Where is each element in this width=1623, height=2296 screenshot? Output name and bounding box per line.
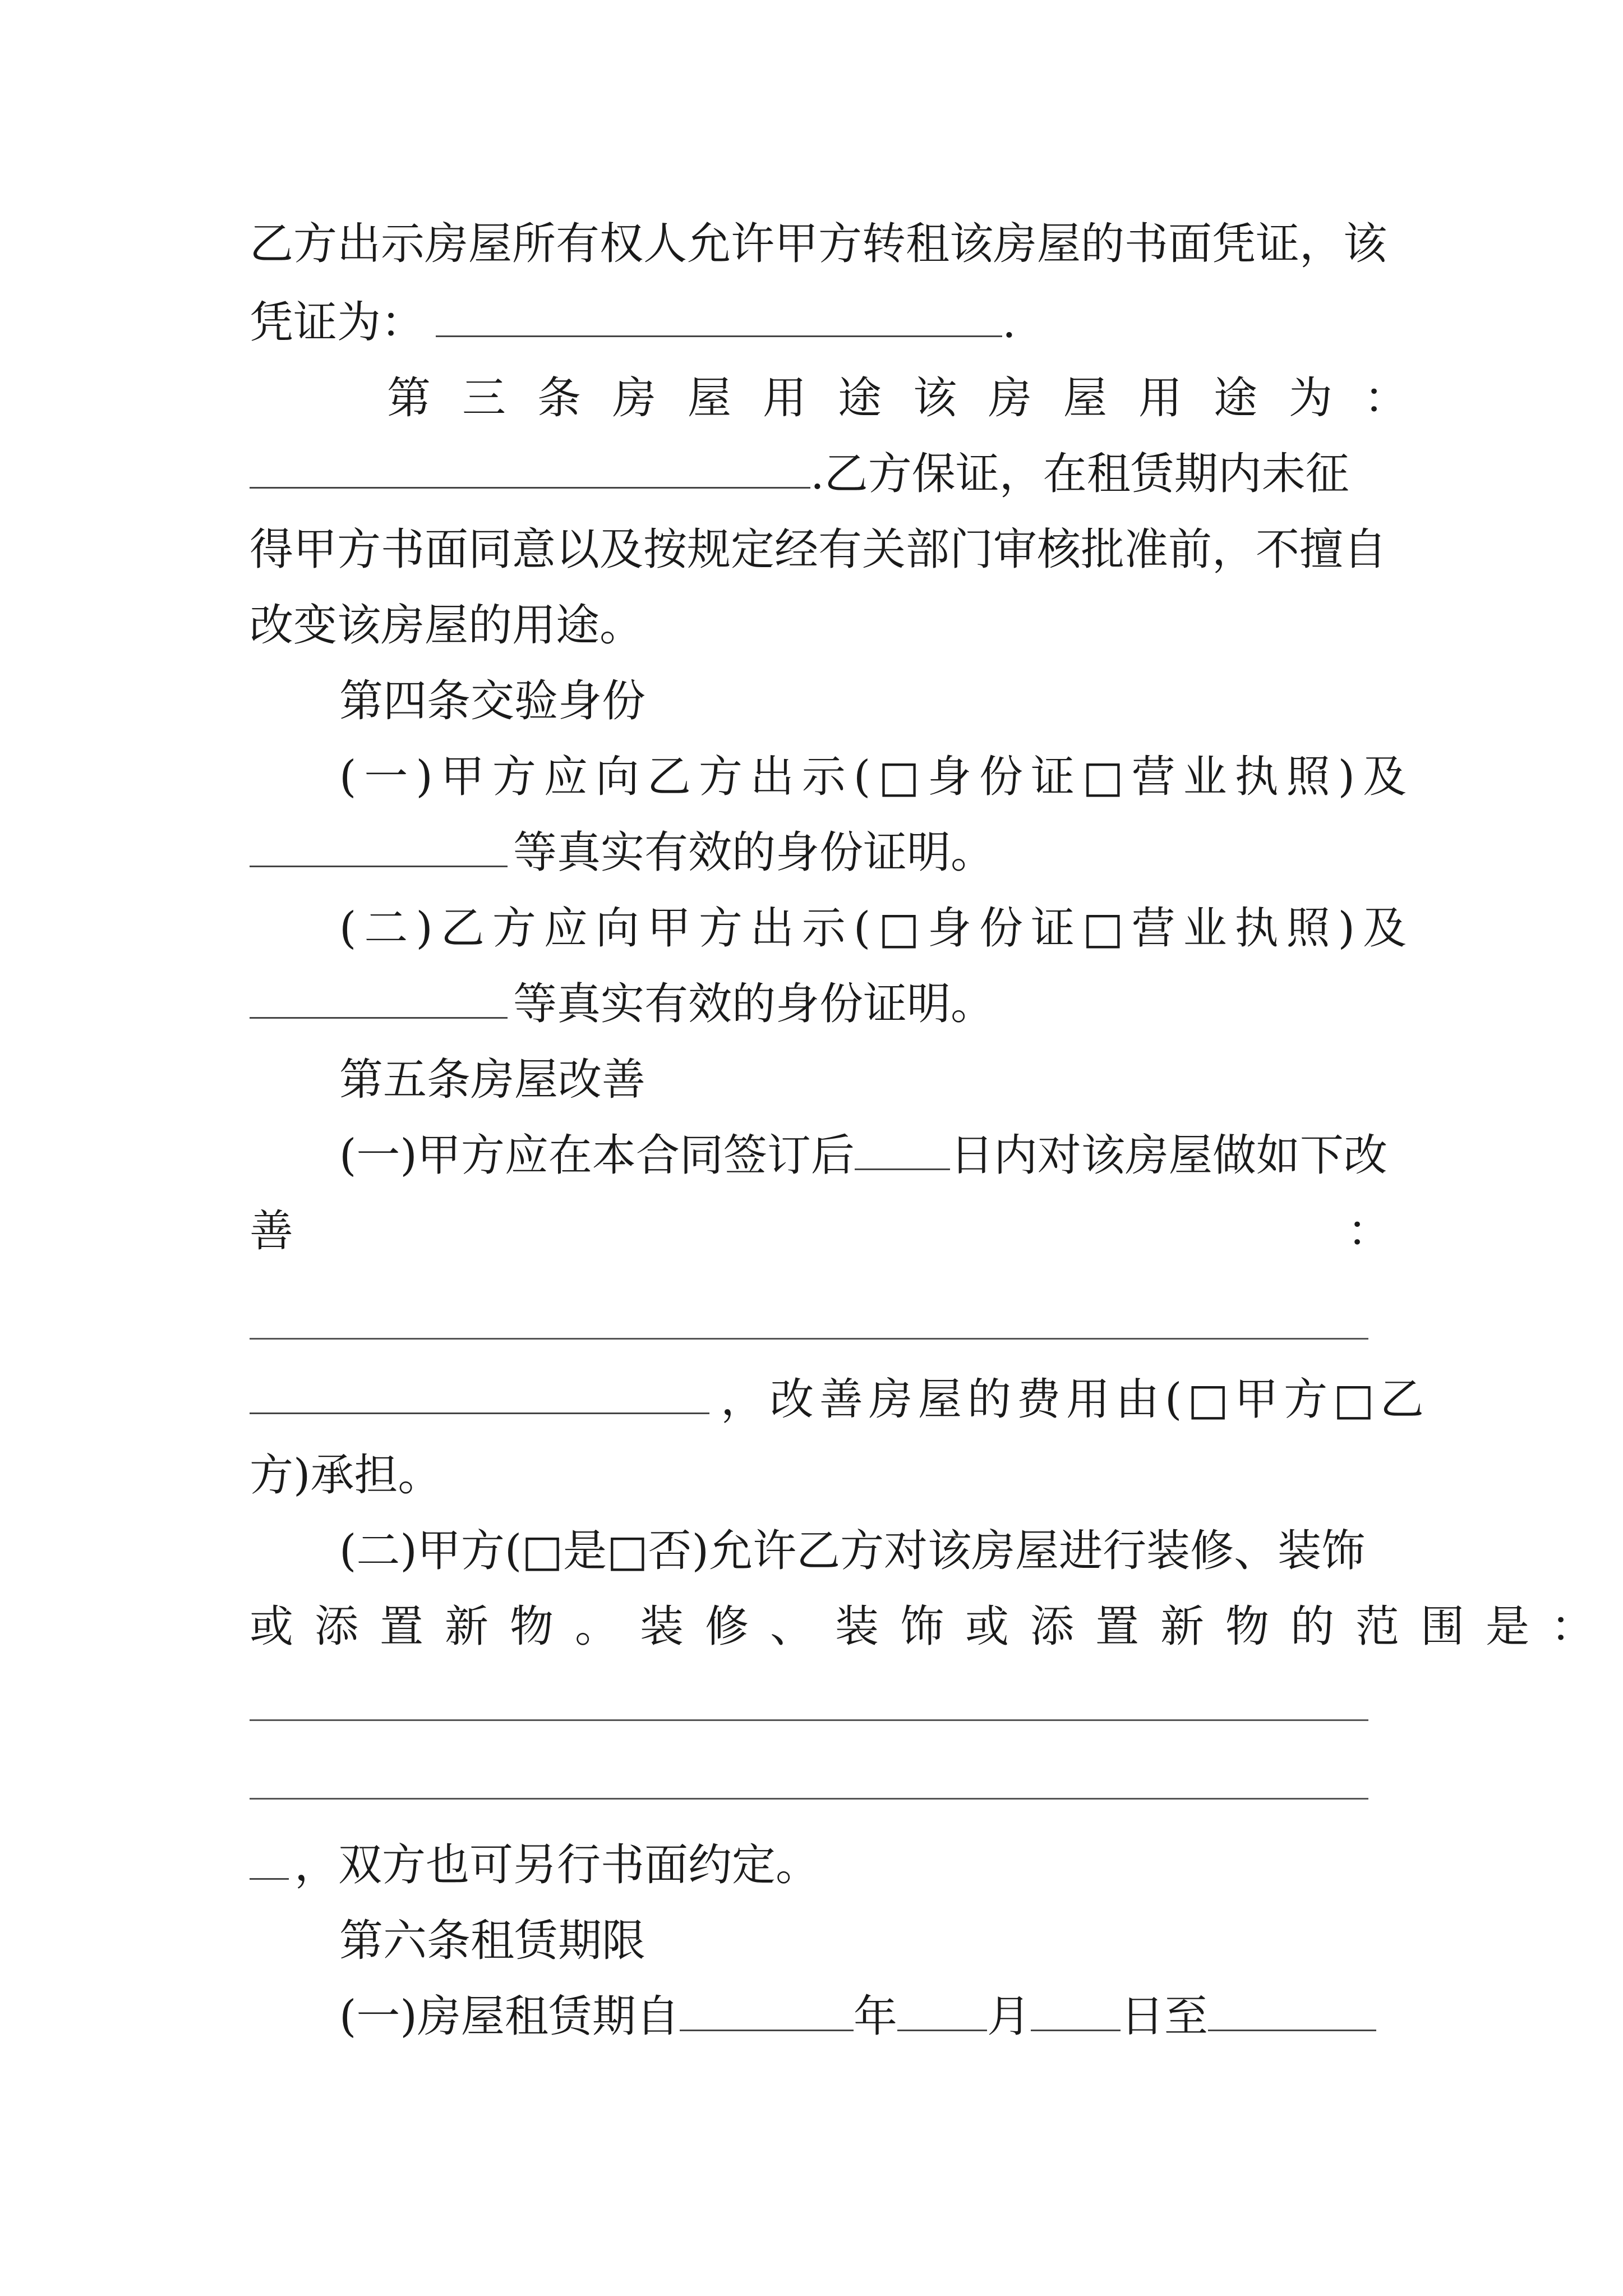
heading-text: 第五条房屋改善 [339,1055,646,1105]
text-line [250,292,1391,353]
text: 乙方出示房屋所有权人允许甲方转租该房屋的书面凭证，该 [250,219,1387,269]
text: 或添置新物。装修、装饰或添置新物的范围是： [250,1602,1616,1652]
text-line [250,1369,1430,1430]
text: (一)甲方应向乙方出示(□身份证□营业执照)及 [339,752,1415,802]
text-line [250,1444,1391,1506]
text-line [250,443,1391,505]
text: . [1002,297,1016,348]
blank-line [250,1798,1368,1800]
text: (一)房屋租赁期自 [339,1991,680,2042]
text: ，改善房屋的费用由(□甲方□乙 [721,1374,1430,1425]
blank-field [250,833,508,867]
text: (二)乙方应向甲方出示(□身份证□营业执照)及 [339,903,1415,954]
text: (一)甲方应在本合同签订后 [339,1130,855,1181]
text-line [250,1200,1391,1262]
blank-field [855,1136,950,1170]
heading-text: 第四条交验身份 [339,676,646,726]
text: 日至 [1120,1991,1208,2042]
text-line [339,746,1415,808]
blank-field [897,1997,987,2031]
text-line [250,519,1391,581]
text-line [250,1834,1391,1896]
text-line [250,595,1391,656]
blank-field [1208,1997,1376,2031]
text: 年 [853,1991,897,2042]
text: .乙方保证，在租赁期内未征 [810,449,1349,499]
text-line [339,898,1415,959]
heading-text: 第三条房屋用途 [387,373,914,424]
article-4-heading [339,670,1391,732]
blank-field [680,1997,854,2031]
heading-text: 第六条租赁期限 [339,1916,646,1966]
text: 月 [986,1991,1031,2042]
text: 改变该房屋的用途。 [250,600,644,651]
text-line [250,213,1391,275]
text: 得甲方书面同意以及按规定经有关部门审核批准前，不擅自 [250,524,1387,575]
text-line [250,822,1391,884]
blank-field [250,1380,709,1414]
blank-field [250,984,508,1019]
blank-field [436,303,1002,337]
text-line [339,1520,1391,1582]
article-5-heading [339,1049,1391,1111]
text-line [339,1125,1391,1186]
text: 等真实有效的身份证明。 [513,827,995,878]
text-line [339,1986,1391,2047]
blank-field [250,1846,289,1880]
blank-field [1031,1997,1121,2031]
text: 该房屋用途为： [913,373,1440,424]
text: (二)甲方(□是□否)允许乙方对该房屋进行装修、装饰 [339,1526,1366,1576]
blank-field [250,454,810,489]
text: ，双方也可另行书面约定。 [294,1840,820,1890]
text: 凭证为： [250,297,425,348]
article-6-heading [339,1910,1391,1972]
blank-line [250,1338,1368,1340]
article-3-heading [387,367,1440,429]
text-line [250,1596,1616,1658]
text: 善 [250,1206,294,1257]
text: 方)承担。 [250,1450,442,1501]
text-line [250,973,1391,1035]
text: 等真实有效的身份证明。 [513,979,995,1029]
blank-line [250,1719,1368,1721]
text: 日内对该房屋做如下改 [949,1130,1387,1181]
text: ： [1347,1206,1391,1257]
